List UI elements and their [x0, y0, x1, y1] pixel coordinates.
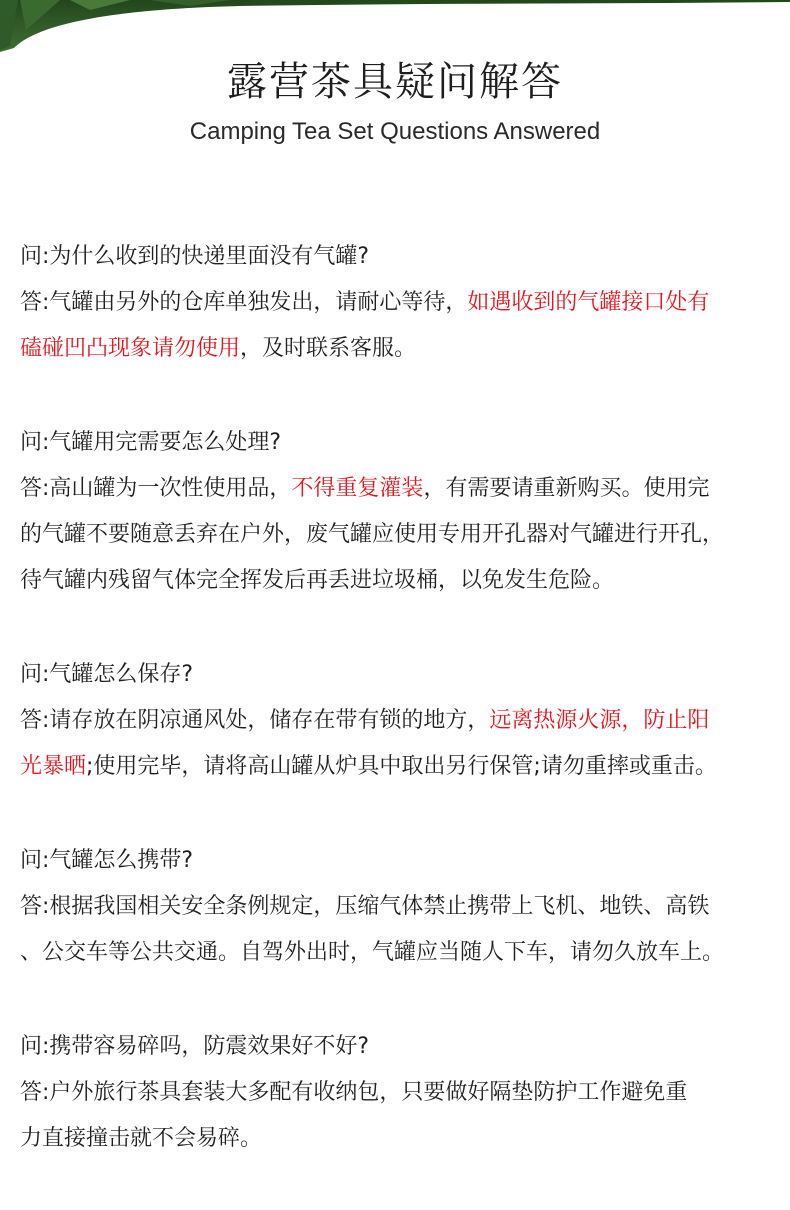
- faq-answer: [20, 884, 782, 976]
- faq-item: [20, 1024, 782, 1162]
- faq-item: [20, 420, 782, 604]
- answer-text: 答:请存放在阴凉通风处，储存在带有锁的地方，: [20, 708, 490, 733]
- answer-text: 答:高山罐为一次性使用品，: [20, 476, 292, 501]
- faq-question: 问:气罐怎么保存?: [20, 662, 194, 687]
- answer-line: 待气罐内残留气体完全挥发后再丢进垃圾桶，以免发生危险。: [20, 568, 615, 593]
- page-title: 露营茶具疑问解答: [227, 59, 563, 105]
- faq-answer: [20, 280, 782, 372]
- answer-line: 答:户外旅行茶具套装大多配有收纳包，只要做好隔垫防护工作避免重: [20, 1080, 688, 1105]
- answer-line: [20, 326, 782, 372]
- answer-text: ，及时联系客服。: [240, 336, 417, 361]
- answer-text: ，有需要请重新购买。使用完: [423, 476, 710, 501]
- faq-answer: [20, 698, 782, 790]
- answer-line: [20, 744, 782, 790]
- answer-highlight: 不得重复灌装: [291, 476, 424, 501]
- answer-highlight: 磕碰凹凸现象请勿使用: [20, 336, 241, 361]
- answer-line: 力直接撞击就不会易碎。: [20, 1126, 263, 1151]
- faq-question: 问:携带容易碎吗，防震效果好不好?: [20, 1034, 370, 1059]
- answer-line: 、公交车等公共交通。自驾外出时，气罐应当随人下车，请勿久放车上。: [20, 940, 725, 965]
- faq-question: 问:气罐用完需要怎么处理?: [20, 430, 282, 455]
- faq-item: [20, 652, 782, 790]
- faq-question: 问:气罐怎么携带?: [20, 848, 194, 873]
- answer-highlight: 如遇收到的气罐接口处有: [467, 290, 710, 315]
- answer-line: [20, 280, 782, 326]
- faq-item: [20, 234, 782, 372]
- faq-item: [20, 838, 782, 976]
- answer-line: [20, 698, 782, 744]
- faq-answer: [20, 1070, 782, 1162]
- answer-line: [20, 466, 782, 512]
- header-grass-image: [0, 0, 790, 52]
- faq-question: 问:为什么收到的快递里面没有气罐?: [20, 244, 370, 269]
- faq-list: [20, 234, 782, 1210]
- answer-highlight: 光暴晒: [20, 754, 87, 779]
- answer-text: ;使用完毕，请将高山罐从炉具中取出另行保管;请勿重摔或重击。: [86, 754, 717, 779]
- faq-answer: [20, 466, 782, 604]
- answer-line: 的气罐不要随意丢弃在户外，废气罐应使用专用开孔器对气罐进行开孔，: [20, 522, 725, 547]
- answer-highlight: 远离热源火源，防止阳: [489, 708, 710, 733]
- page-subtitle: Camping Tea Set Questions Answered: [189, 118, 601, 145]
- answer-line: 答:根据我国相关安全条例规定，压缩气体禁止携带上飞机、地铁、高铁: [20, 894, 710, 919]
- answer-text: 答:气罐由另外的仓库单独发出，请耐心等待，: [20, 290, 468, 315]
